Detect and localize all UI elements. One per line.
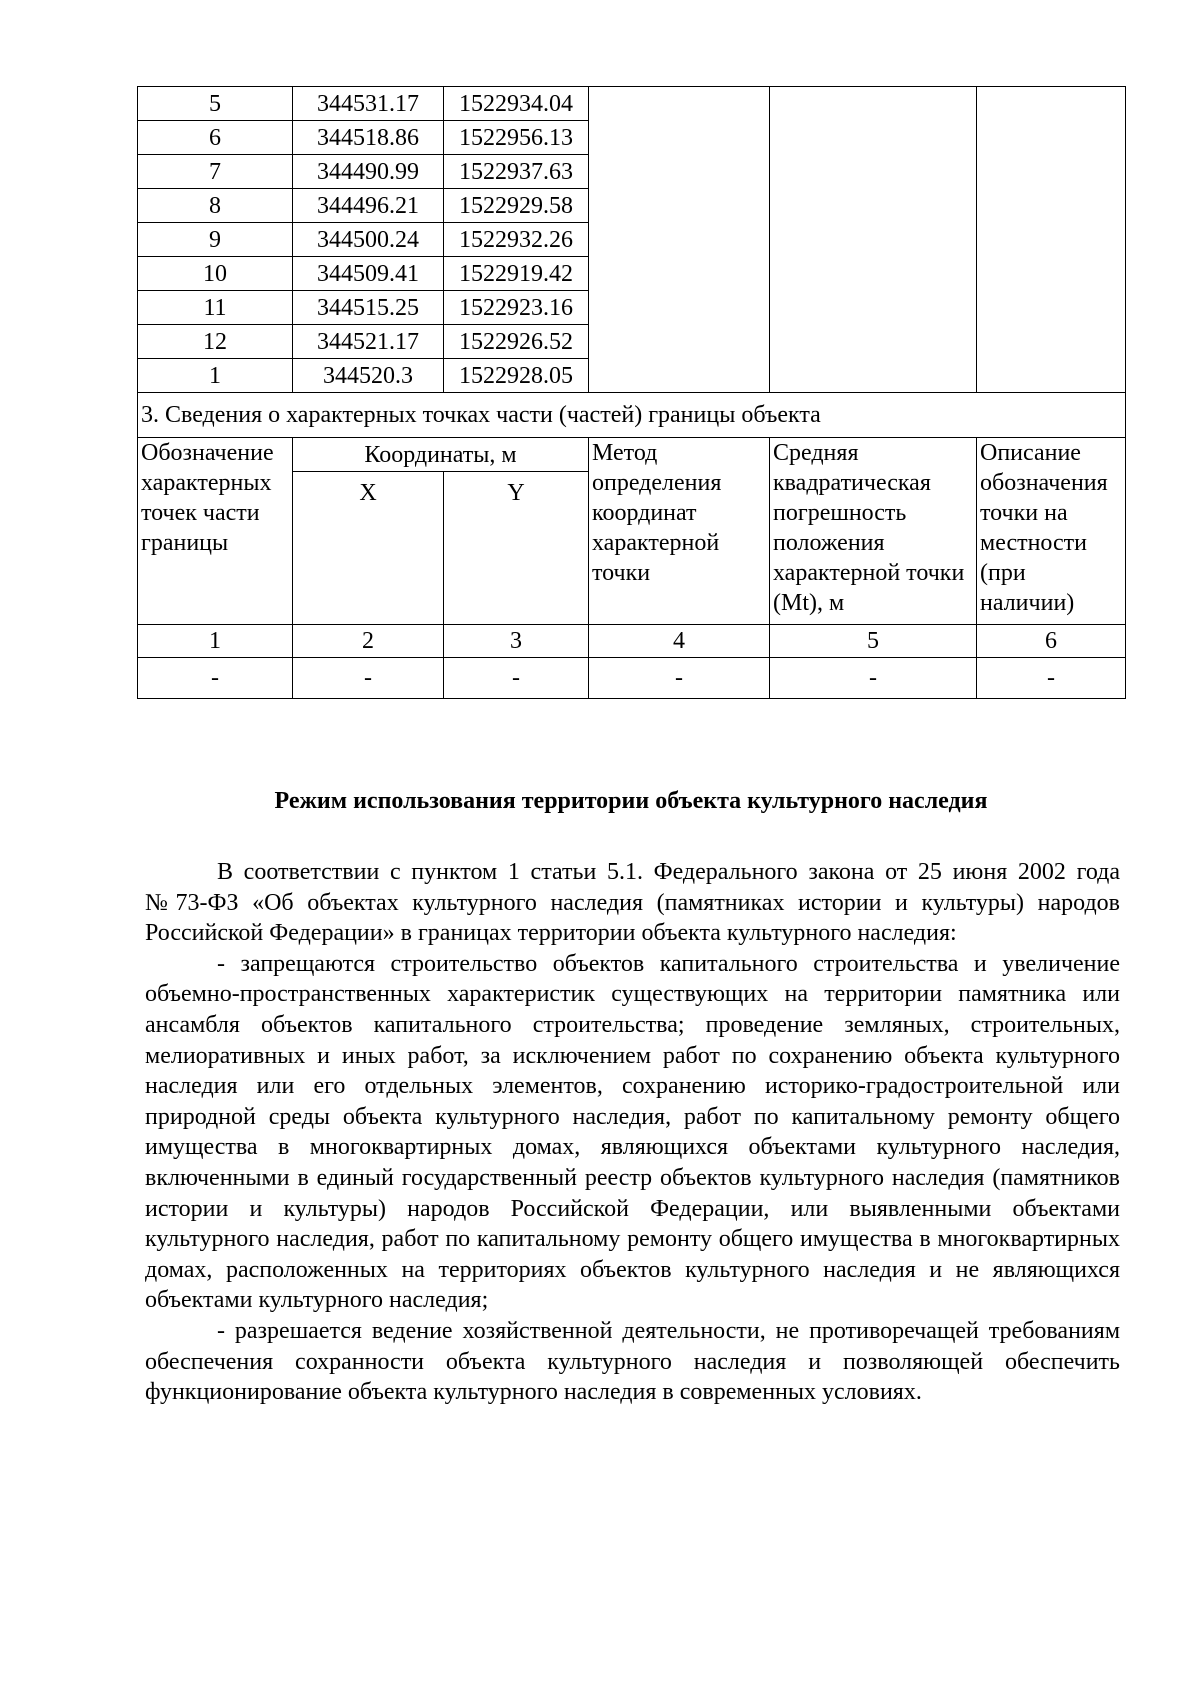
point-y: 1522919.42	[444, 257, 589, 291]
method-cell	[589, 87, 770, 393]
point-y: 1522928.05	[444, 359, 589, 393]
header-y: Y	[444, 472, 589, 625]
regime-title: Режим использования территории объекта культурного наследия	[274, 788, 988, 814]
empty-cell: -	[770, 658, 977, 699]
point-number: 5	[138, 87, 293, 121]
column-number: 2	[293, 625, 444, 658]
point-x: 344521.17	[293, 325, 444, 359]
header-method: Метод определения координат характерной точки	[589, 438, 770, 625]
point-number: 11	[138, 291, 293, 325]
header-row	[138, 438, 1126, 472]
point-number: 12	[138, 325, 293, 359]
column-number: 6	[977, 625, 1126, 658]
point-y: 1522932.26	[444, 223, 589, 257]
column-number: 1	[138, 625, 293, 658]
empty-cell: -	[977, 658, 1126, 699]
empty-cell: -	[444, 658, 589, 699]
point-x: 344520.3	[293, 359, 444, 393]
error-cell	[770, 87, 977, 393]
column-numbers-row	[138, 625, 1126, 658]
regime-text	[145, 857, 1120, 1408]
regime-permission-paragraph: - разрешается ведение хозяйственной деятельности, не противоречащей требованиям обеспечения сохранности объекта культурного наследия и позволяющей обеспечить функционирование объекта культурного наследия в современных условиях.	[145, 1317, 1120, 1406]
point-y: 1522926.52	[444, 325, 589, 359]
section-row	[138, 393, 1126, 438]
point-number: 9	[138, 223, 293, 257]
point-x: 344490.99	[293, 155, 444, 189]
empty-cell: -	[293, 658, 444, 699]
header-coordinates: Координаты, м	[293, 438, 589, 472]
header-designation: Обозначение характерных точек части границы	[138, 438, 293, 625]
section-3-title: 3. Сведения о характерных точках части (частей) границы объекта	[138, 393, 1126, 438]
header-error: Средняя квадратическая погрешность положения характерной точки (Mt), м	[770, 438, 977, 625]
point-y: 1522956.13	[444, 121, 589, 155]
header-x: X	[293, 472, 444, 625]
empty-data-row	[138, 658, 1126, 699]
point-x: 344500.24	[293, 223, 444, 257]
column-number: 5	[770, 625, 977, 658]
description-cell	[977, 87, 1126, 393]
point-y: 1522937.63	[444, 155, 589, 189]
point-x: 344509.41	[293, 257, 444, 291]
point-y: 1522929.58	[444, 189, 589, 223]
point-number: 1	[138, 359, 293, 393]
point-number: 10	[138, 257, 293, 291]
point-number: 6	[138, 121, 293, 155]
regime-intro-paragraph: В соответствии с пунктом 1 статьи 5.1. Федерального закона от 25 июня 2002 года №73-ФЗ «Об объектах культурного наследия (памятниках истории и культуры) народов Российской Федерации» в границах территории объекта культурного наследия:	[145, 859, 1120, 947]
table-row	[138, 87, 1126, 121]
point-x: 344518.86	[293, 121, 444, 155]
boundary-points-table	[137, 86, 1126, 699]
regime-prohibition-paragraph: - запрещаются строительство объектов капитального строительства и увеличение объемно-пространственных характеристик существующих на территории памятника или ансамбля объектов капитального строительства; проведение земляных, строительных, мелиоративных и иных работ, за исключением работ по сохранению объекта культурного наследия или его отдельных элементов, сохранению историко-градостроительной или природной среды объекта культурного наследия, работ по капитальному ремонту общего имущества в многоквартирных домах, являющихся объектами культурного наследия, включенными в единый государственный реестр объектов культурного наследия (памятников истории и культуры) народов Российской Федерации, или выявленными объектами культурного наследия, работ по капитальному ремонту общего имущества в многоквартирных домах, расположенных на территориях объектов культурного наследия и не являющихся объектами культурного наследия;	[145, 950, 1120, 1314]
point-number: 8	[138, 189, 293, 223]
point-x: 344515.25	[293, 291, 444, 325]
empty-cell: -	[589, 658, 770, 699]
point-y: 1522934.04	[444, 87, 589, 121]
header-description: Описание обозначения точки на местности (при наличии)	[977, 438, 1126, 625]
empty-cell: -	[138, 658, 293, 699]
point-x: 344496.21	[293, 189, 444, 223]
point-number: 7	[138, 155, 293, 189]
point-y: 1522923.16	[444, 291, 589, 325]
column-number: 4	[589, 625, 770, 658]
column-number: 3	[444, 625, 589, 658]
point-x: 344531.17	[293, 87, 444, 121]
